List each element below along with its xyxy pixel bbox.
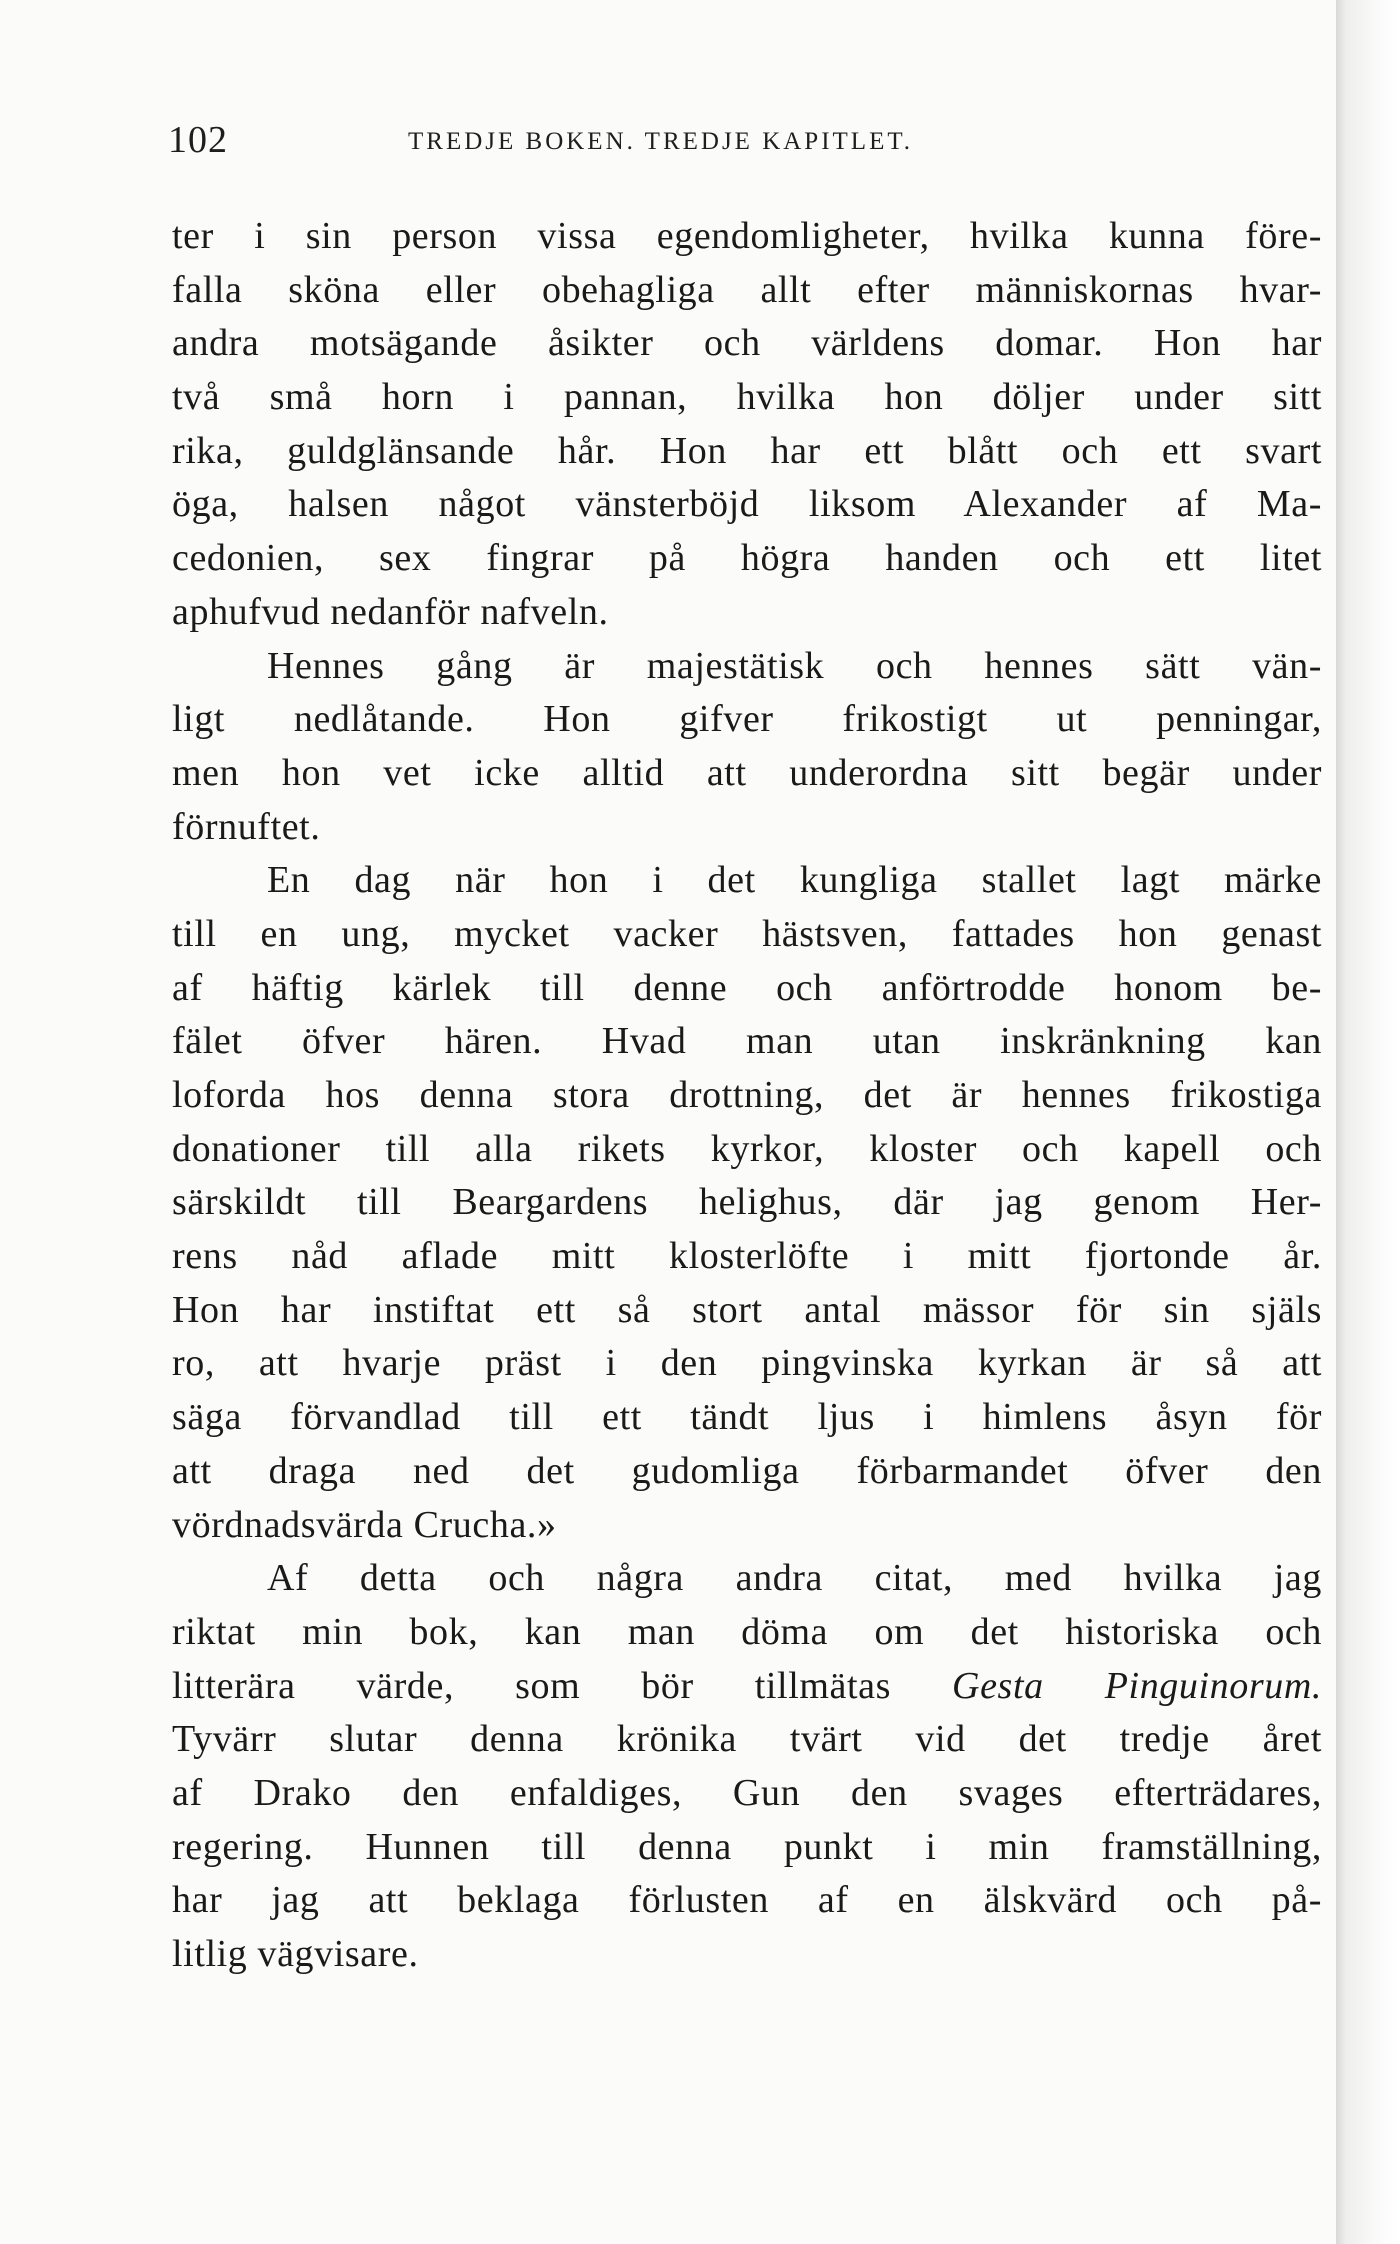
text-line: rens nåd aflade mitt klosterlöfte i mitt fjortonde år. (172, 1235, 1322, 1278)
text-line: men hon vet icke alltid att underordna sitt begär under (172, 751, 1322, 794)
text-line: har jag att beklaga förlusten af en älskvärd och på- (172, 1879, 1322, 1922)
page-number: 102 (168, 119, 228, 161)
text-line: ligt nedlåtande. Hon gifver frikostigt ut penningar, (172, 698, 1322, 741)
text-line: litlig vägvisare. (172, 1933, 419, 1975)
text-line: falla sköna eller obehagliga allt efter människornas hvar- (172, 268, 1322, 311)
text-line: två små horn i pannan, hvilka hon döljer under sitt (172, 376, 1322, 419)
text-line: vördnadsvärda Crucha.» (172, 1503, 557, 1546)
text-line-with-italic-title (172, 1660, 1322, 1714)
text-line: cedonien, sex fingrar på högra handen och ett litet (172, 537, 1322, 580)
text-line: riktat min bok, kan man döma om det historiska och (172, 1610, 1322, 1653)
text-line: öga, halsen något vänsterböjd liksom Alexander af Ma- (172, 483, 1322, 526)
text-line: till en ung, mycket vacker hästsven, fattades hon genast (172, 912, 1322, 955)
text-line: loforda hos denna stora drottning, det är hennes frikostiga (172, 1074, 1322, 1116)
chapter-header: TREDJE BOKEN. TREDJE KAPITLET. (408, 128, 914, 155)
paragraph-start-line: Af detta och några andra citat, med hvilka jag (267, 1557, 1322, 1600)
text-line: af Drako den enfaldiges, Gun den svages efterträdares, (172, 1771, 1322, 1814)
text-line: Hon har instiftat ett så stort antal mässor för sin själs (172, 1288, 1322, 1331)
text-segment: litterära värde, som bör tillmätas (172, 1664, 892, 1707)
text-line: donationer till alla rikets kyrkor, kloster och kapell och (172, 1127, 1322, 1170)
text-line: af häftig kärlek till denne och anförtrodde honom be- (172, 966, 1322, 1009)
text-line: rika, guldglänsande hår. Hon har ett blått och ett svart (172, 429, 1322, 472)
text-line: särskildt till Beargardens helighus, där jag genom Her- (172, 1181, 1322, 1224)
text-line: att draga ned det gudomliga förbarmandet öfver den (172, 1449, 1322, 1492)
page-edge-shadow (1336, 0, 1400, 2244)
body-text (172, 210, 1322, 1982)
text-line: regering. Hunnen till denna punkt i min framställning, (172, 1825, 1322, 1868)
italic-book-title: Gesta Pinguinorum. (952, 1664, 1322, 1707)
paragraph-start-line: En dag när hon i det kungliga stallet lagt märke (267, 859, 1322, 902)
paragraph-start-line: Hennes gång är majestätisk och hennes sätt vän- (267, 644, 1322, 687)
text-line: aphufvud nedanför nafveln. (172, 590, 609, 633)
text-line: säga förvandlad till ett tändt ljus i himlens åsyn för (172, 1396, 1322, 1439)
text-line: fälet öfver hären. Hvad man utan inskränkning kan (172, 1020, 1322, 1063)
text-line: förnuftet. (172, 805, 321, 848)
text-line: Tyvärr slutar denna krönika tvärt vid det tredje året (172, 1718, 1322, 1761)
text-line: ter i sin person vissa egendomligheter, hvilka kunna före- (172, 215, 1322, 257)
text-line: andra motsägande åsikter och världens domar. Hon har (172, 322, 1322, 365)
running-head (168, 118, 1328, 168)
text-line: ro, att hvarje präst i den pingvinska kyrkan är så att (172, 1342, 1322, 1385)
